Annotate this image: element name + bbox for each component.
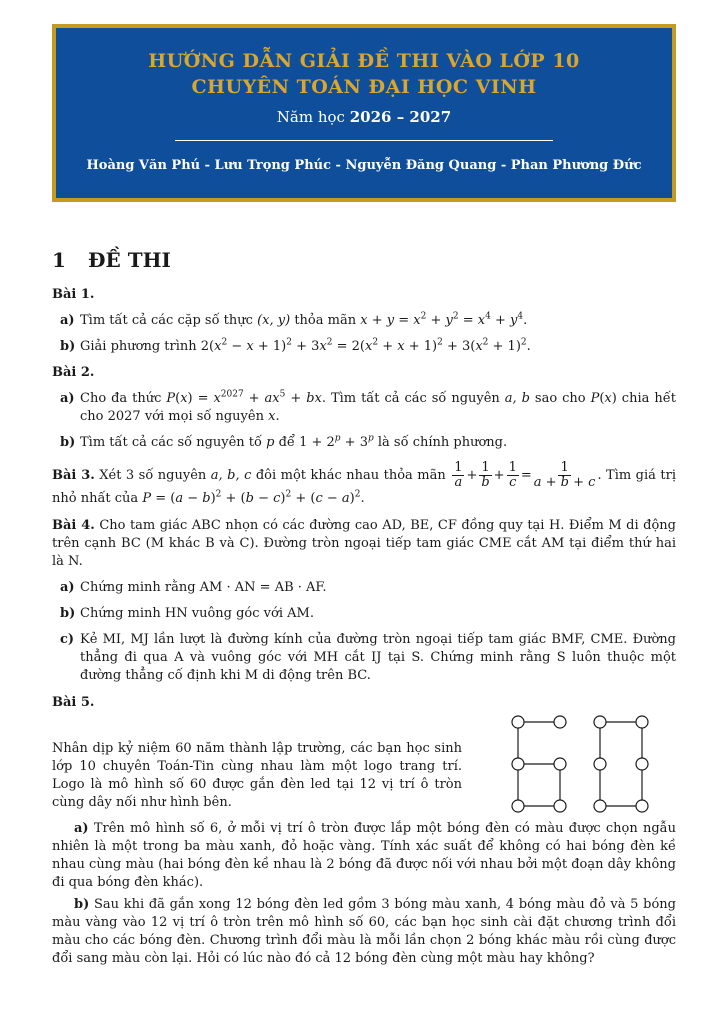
led-node xyxy=(594,758,606,770)
bai3: Bài 3. Xét 3 số nguyên a, b, c đôi một khác nhau thỏa mãn $\frac{1}{a}$ + $\frac{1}{b}$ + $\frac{1}{c}$ = $\frac{1}{a + b + c}$ . Tìm giá trị nhỏ nhất của $P = (a - b)^2 + (b - c)^2 + (c - a)^2$. xyxy=(52,460,676,506)
led-node xyxy=(512,758,524,770)
title-line-2: CHUYÊN TOÁN ĐẠI HỌC VINH xyxy=(191,76,537,98)
title-box xyxy=(52,24,676,202)
bai5-a: a) Trên mô hình số 6, ở mỗi vị trí ô tròn được lắp một bóng đèn có màu được chọn ngẫu nhiên là một trong ba màu xanh, đỏ hoặc vàng. Tính xác suất để không có hai bóng đèn kề nhau cùng màu (hai bóng đèn kề nhau là 2 bóng đã được nối với nhau bởi một đoạn dây không đi qua bóng đèn khác). xyxy=(52,821,676,890)
led-node xyxy=(512,716,524,728)
led-node xyxy=(594,716,606,728)
bai1-a: a) Tìm tất cả các cặp số thực (x, y) thỏa mãn $x + y = x^2 + y^2 = x^4 + y^4$. xyxy=(60,311,528,328)
bai1-b: b) Giải phương trình $2(x^2 - x + 1)^2 + 3x^2 = 2(x^2 + x + 1)^2 + 3(x^2 + 1)^2$. xyxy=(60,337,531,354)
school-year: Năm học 2026 – 2027 xyxy=(276,108,452,126)
section-title: ĐỀ THI xyxy=(88,248,171,272)
led-node xyxy=(554,800,566,812)
bai4-b: b) Chứng minh HN vuông góc với AM. xyxy=(60,606,314,621)
led-node xyxy=(636,758,648,770)
bai2-a: a) Cho đa thức $P(x) = x^{2027} + ax^5$ + bx. Tìm tất cả các số nguyên a, b sao cho P(x) chia hết cho 2027 với mọi số nguyên x. xyxy=(60,389,676,424)
led-node xyxy=(512,800,524,812)
bai2-label: Bài 2. xyxy=(52,365,95,380)
led-node xyxy=(554,716,566,728)
led-node xyxy=(594,800,606,812)
led-node xyxy=(636,800,648,812)
bai4-c: c) Kẻ MI, MJ lần lượt là đường kính của đường tròn ngoại tiếp tam giác BMF, CME. Đường thẳng đi qua A và vuông góc với MH cắt IJ tại S. Chứng minh rằng S luôn thuộc một đường thẳng cố định khi M di động trên BC. xyxy=(60,632,676,683)
led-node xyxy=(636,716,648,728)
authors: Hoàng Văn Phú - Lưu Trọng Phúc - Nguyễn Đăng Quang - Phan Phương Đức xyxy=(86,158,642,173)
bai5-intro: Nhân dịp kỷ niệm 60 năm thành lập trường, các bạn học sinh lớp 10 chuyên Toán-Tin cùng nhau làm một logo trang trí. Logo là mô hình số 60 được gắn đèn led tại 12 vị trí ô tròn cùng dây nối như hình bên. xyxy=(52,741,462,810)
bai4-a: a) Chứng minh rằng AM · AN = AB · AF. xyxy=(60,580,327,595)
logo-60-diagram xyxy=(510,712,670,816)
bai1-label: Bài 1. xyxy=(52,287,95,302)
bai4-intro: Bài 4. Cho tam giác ABC nhọn có các đường cao AD, BE, CF đồng quy tại H. Điểm M di động trên cạnh BC (M khác B và C). Đường tròn ngoại tiếp tam giác CME cắt AM tại điểm thứ hai là N. xyxy=(52,518,676,569)
problem-list xyxy=(52,286,676,968)
bai5-label: Bài 5. xyxy=(52,695,95,710)
bai2-b: b) Tìm tất cả các số nguyên tố p để $1 + 2^p + 3^p$ là số chính phương. xyxy=(60,433,508,450)
section-heading xyxy=(52,248,171,272)
led-node xyxy=(554,758,566,770)
title-line-1: HƯỚNG DẪN GIẢI ĐỀ THI VÀO LỚP 10 xyxy=(148,50,580,72)
section-number: 1 xyxy=(52,248,66,272)
divider xyxy=(175,140,553,141)
bai5-b: b) Sau khi đã gắn xong 12 bóng đèn led gồm 3 bóng màu xanh, 4 bóng màu đỏ và 5 bóng màu vàng vào 12 vị trí ô tròn trên mô hình số 60, các bạn học sinh cài đặt chương trình đổi màu cho các bóng đèn. Chương trình đổi màu là mỗi lần chọn 2 bóng khác màu rồi cùng được đổi sang màu còn lại. Hỏi có lúc nào đó cả 12 bóng đèn cùng một màu hay không? xyxy=(52,897,676,966)
